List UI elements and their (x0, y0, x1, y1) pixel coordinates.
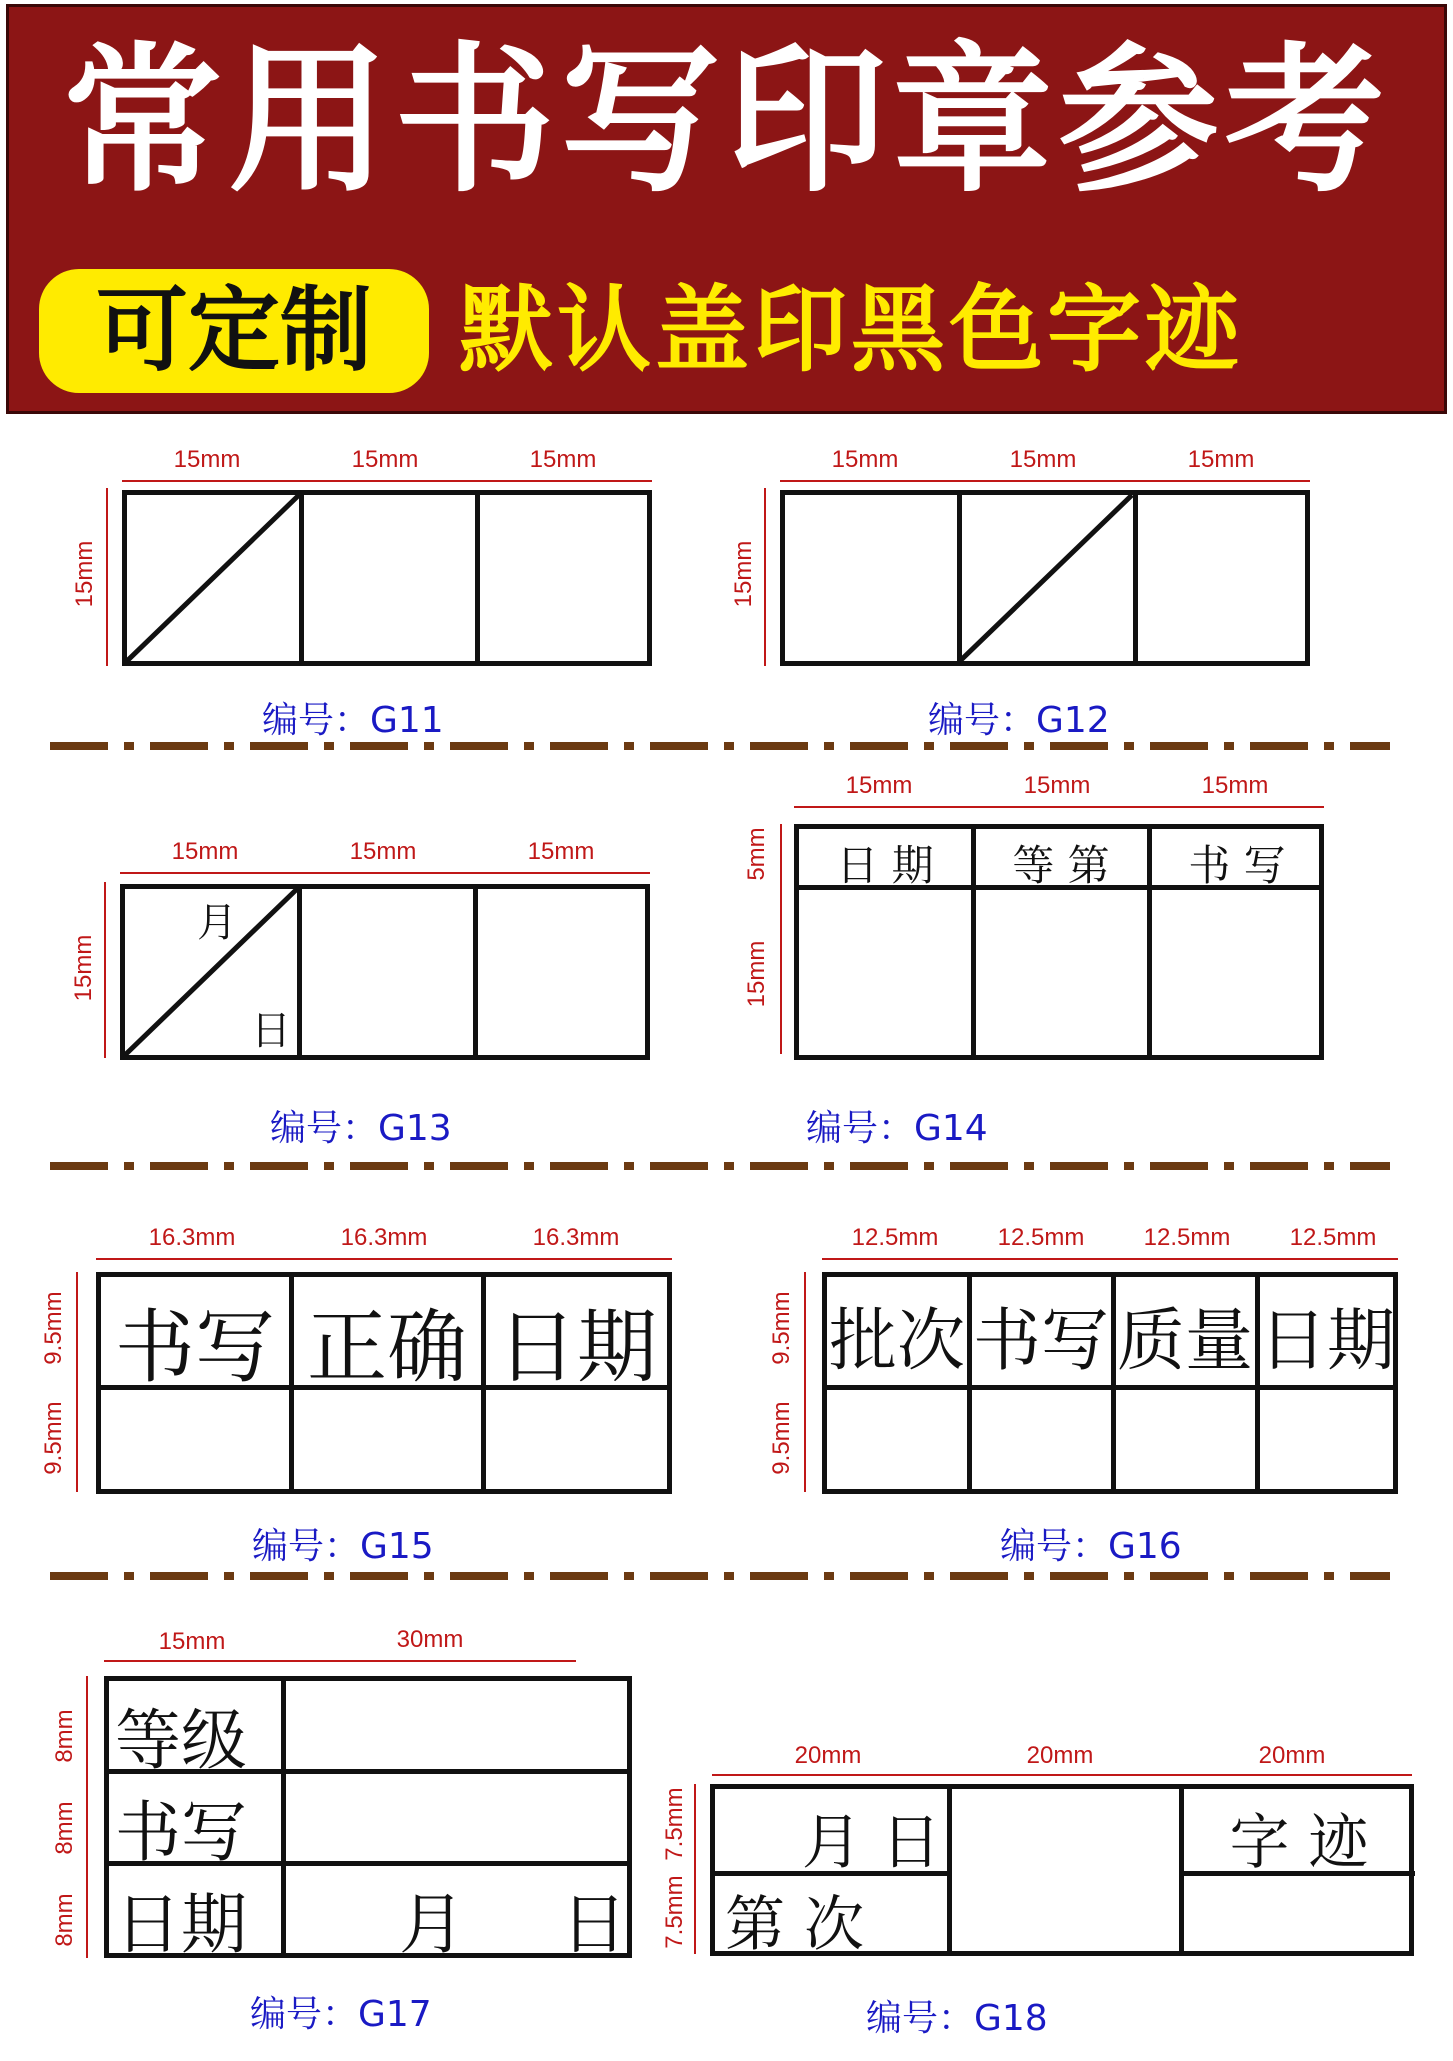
dim-width-1: 15mm (173, 446, 241, 473)
dim-height: 15mm (730, 540, 757, 608)
dimension-arrow (822, 1254, 1398, 1264)
row-label-writing: 书写 (115, 1794, 247, 1871)
header-cell-date: 日期 (1259, 1302, 1396, 1381)
dimension-arrow (74, 1272, 80, 1492)
dimension-arrow (794, 802, 1324, 812)
month-day-label: 月 日 (801, 1808, 941, 1878)
stamp-code: 编号：G14 (806, 1108, 988, 1149)
dim-width-1: 20mm (794, 1742, 862, 1769)
dim-width-3: 15mm (529, 446, 597, 473)
dim-height-top: 5mm (743, 827, 770, 881)
day-label: 日 (561, 1886, 627, 1963)
dimension-arrow (104, 488, 110, 666)
dimension-arrow (104, 1656, 576, 1666)
stamp-code: 编号：G13 (270, 1108, 452, 1149)
dim-height-bottom: 15mm (743, 940, 770, 1008)
dim-width-1: 12.5mm (851, 1224, 939, 1251)
dim-height: 15mm (70, 934, 97, 1002)
dimension-arrow (802, 1272, 808, 1492)
day-label: 日 (251, 1008, 291, 1054)
dim-width-1: 15mm (158, 1628, 226, 1655)
month-label: 月 (197, 900, 237, 946)
page-title: 常用书写印章参考 (62, 27, 1391, 214)
stamp-code: 编号：G16 (1000, 1526, 1182, 1567)
dim-width-1: 15mm (845, 772, 913, 799)
dimension-arrow (96, 1254, 672, 1264)
dimension-arrow (762, 488, 768, 666)
customizable-badge: 可定制 (39, 269, 429, 393)
dim-height-3: 8mm (51, 1893, 78, 1947)
stamp-code: 编号：G15 (252, 1526, 434, 1567)
dim-height-top: 9.5mm (40, 1291, 67, 1365)
section-divider (50, 1162, 1390, 1170)
dim-height: 15mm (71, 540, 98, 608)
dim-height-top: 9.5mm (768, 1291, 795, 1365)
stamp-code: 编号：G11 (262, 700, 444, 741)
stamp-box (120, 884, 650, 1060)
month-label: 月 (399, 1886, 465, 1963)
dimension-arrow (692, 1784, 698, 1954)
dim-height-2: 8mm (51, 1801, 78, 1855)
dim-width-2: 16.3mm (340, 1224, 428, 1251)
dimension-arrow (122, 476, 652, 486)
dimension-arrow (120, 868, 650, 878)
dim-width-4: 12.5mm (1289, 1224, 1377, 1251)
dim-width-2: 15mm (1009, 446, 1077, 473)
dim-width-1: 15mm (831, 446, 899, 473)
handwriting-label: 字 迹 (1229, 1808, 1369, 1878)
dimension-arrow (84, 1676, 90, 1958)
dim-width-3: 16.3mm (532, 1224, 620, 1251)
header-cell-quality: 质量 (1116, 1302, 1253, 1381)
dim-width-2: 15mm (349, 838, 417, 865)
header-cell-batch: 批次 (828, 1302, 965, 1381)
stamp-code: 编号：G18 (866, 1998, 1048, 2039)
section-divider (50, 1572, 1390, 1580)
dim-width-1: 16.3mm (148, 1224, 236, 1251)
header-cell-date: 日 期 (836, 841, 934, 890)
row-label-grade: 等级 (115, 1702, 247, 1779)
dim-width-2: 12.5mm (997, 1224, 1085, 1251)
dim-height-1: 8mm (51, 1709, 78, 1763)
stamp-code: 编号：G12 (928, 700, 1110, 741)
header-cell-date: 日期 (497, 1301, 657, 1394)
stamp-box (710, 1784, 1414, 1960)
dim-height-bottom: 9.5mm (40, 1401, 67, 1475)
stamp-code: 编号：G17 (250, 1994, 432, 2035)
header-cell-writing: 书 写 (1188, 841, 1286, 890)
stamp-box (780, 490, 1310, 666)
stamp-box (794, 824, 1324, 1060)
row-label-date: 日期 (115, 1886, 247, 1963)
header-cell-writing: 书写 (972, 1302, 1109, 1381)
dim-height-top: 7.5mm (661, 1787, 688, 1861)
dimension-arrow (712, 1770, 1412, 1780)
dim-width-2: 30mm (396, 1626, 464, 1653)
dim-height-bottom: 7.5mm (661, 1875, 688, 1949)
dim-width-2: 15mm (351, 446, 419, 473)
stamp-box (822, 1272, 1398, 1494)
stamp-box (96, 1272, 672, 1494)
stamp-box (104, 1676, 632, 1963)
dim-width-3: 12.5mm (1143, 1224, 1231, 1251)
section-divider (50, 742, 1390, 750)
dim-width-3: 15mm (1201, 772, 1269, 799)
header-cell-correct: 正确 (307, 1301, 467, 1394)
dimension-arrow (780, 476, 1310, 486)
header-cell-grade: 等 第 (1012, 841, 1110, 890)
dim-width-3: 15mm (527, 838, 595, 865)
dim-height-bottom: 9.5mm (768, 1401, 795, 1475)
header-banner (6, 4, 1447, 414)
dim-width-2: 20mm (1026, 1742, 1094, 1769)
number-times-label: 第 次 (725, 1890, 865, 1960)
page-subtitle: 默认盖印黑色字迹 (459, 276, 1244, 385)
dimension-arrow (778, 824, 784, 1054)
dim-width-3: 20mm (1258, 1742, 1326, 1769)
dim-width-1: 15mm (171, 838, 239, 865)
dimension-arrow (102, 882, 108, 1058)
header-cell-writing: 书写 (115, 1301, 275, 1394)
dim-width-2: 15mm (1023, 772, 1091, 799)
stamp-box (122, 490, 652, 666)
dim-width-3: 15mm (1187, 446, 1255, 473)
